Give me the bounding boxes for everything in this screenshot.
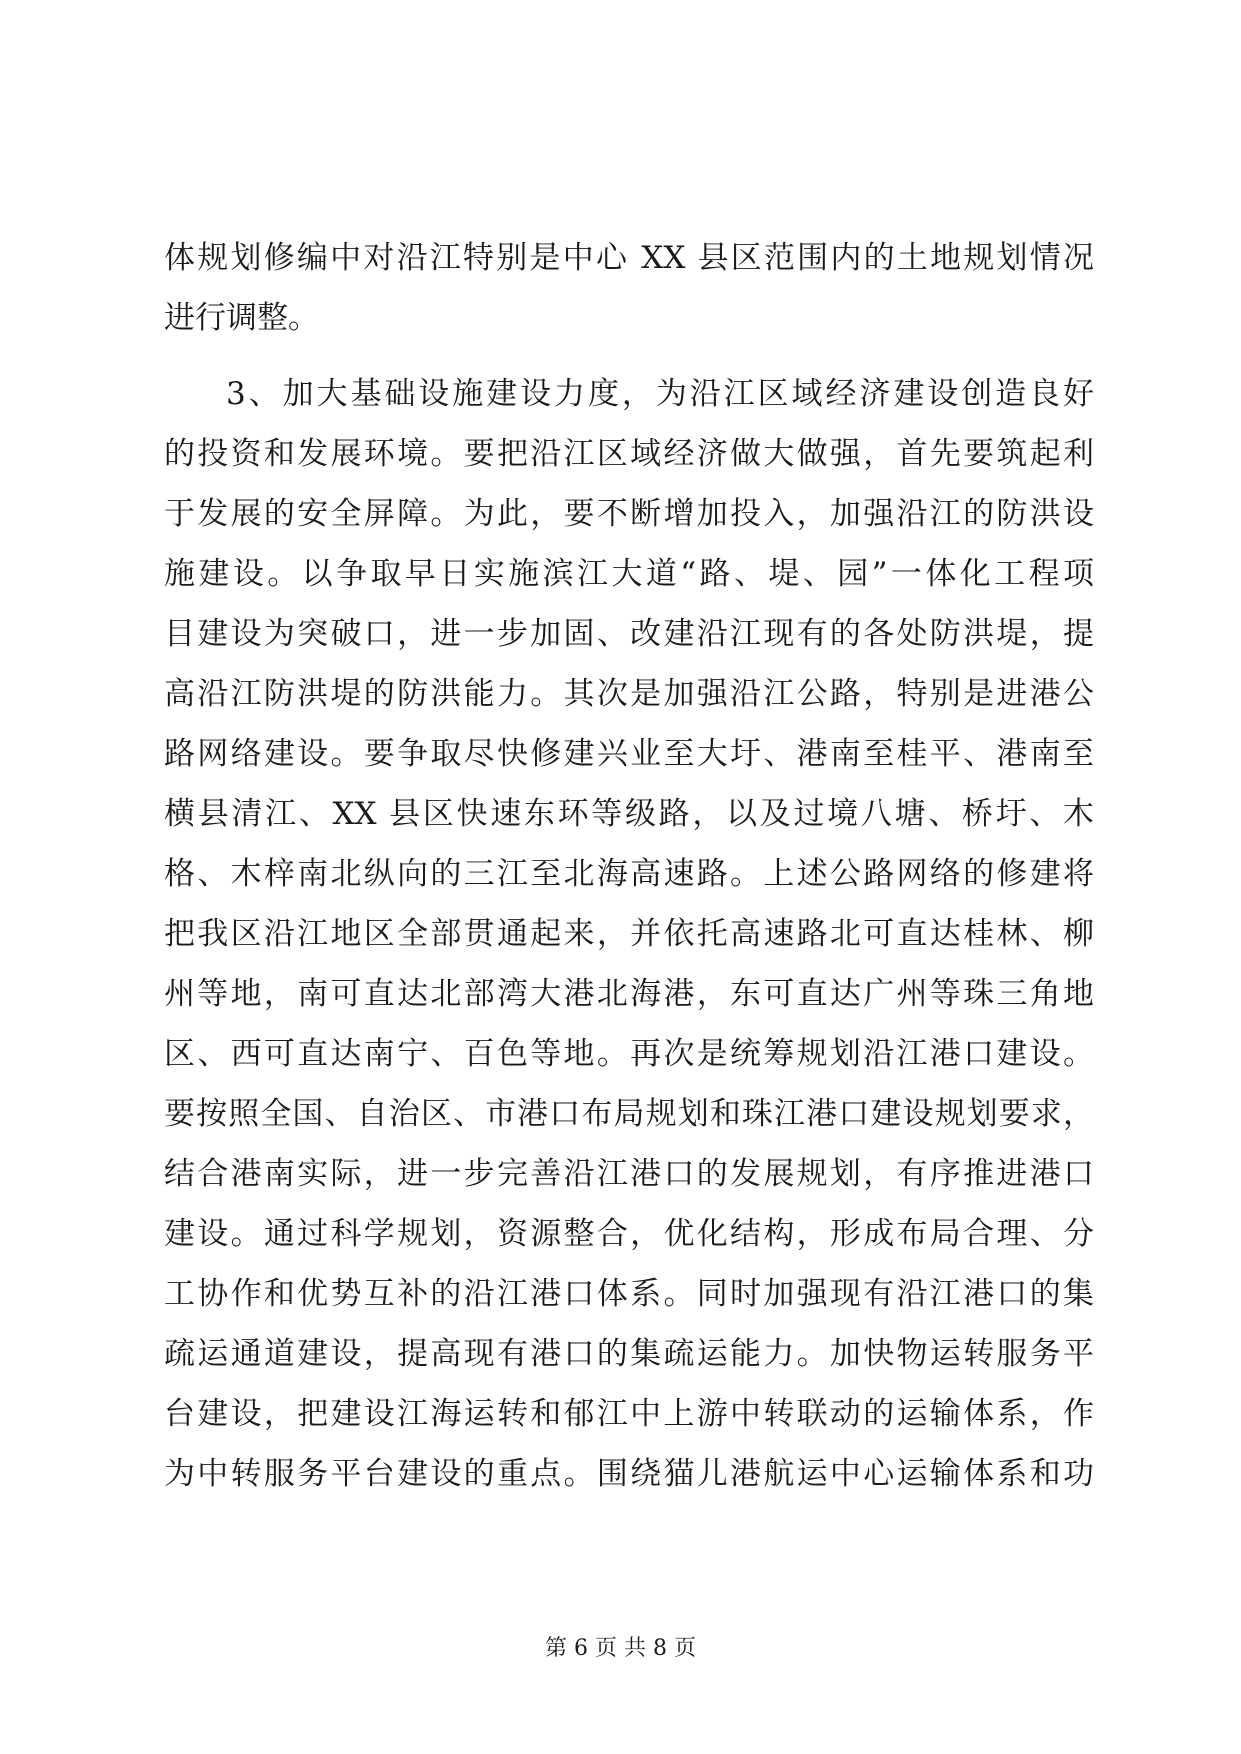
text-line: 于发展的安全屏障。为此，要不断增加投入，加强沿江的防洪设 [164, 496, 1094, 532]
text-line: 要按照全国、自治区、市港口布局规划和珠江港口建设规划要求， [164, 1096, 1094, 1132]
text-line: 台建设，把建设江海运转和郁江中上游中转联动的运输体系，作 [164, 1396, 1094, 1432]
text-line: 横县清江、XX 县区快速东环等级路，以及过境八塘、桥圩、木 [164, 796, 1094, 832]
text-line: 结合港南实际，进一步完善沿江港口的发展规划，有序推进港口 [164, 1156, 1094, 1192]
text-line: 路网络建设。要争取尽快修建兴业至大圩、港南至桂平、港南至 [164, 736, 1094, 772]
body-text [164, 228, 1094, 1504]
text-line: 州等地，南可直达北部湾大港北海港，东可直达广州等珠三角地 [164, 976, 1094, 1012]
paragraph-start-line: 3、加大基础设施建设力度，为沿江区域经济建设创造良好 [226, 376, 1094, 412]
text-line: 工协作和优势互补的沿江港口体系。同时加强现有沿江港口的集 [164, 1276, 1094, 1312]
text-line: 建设。通过科学规划，资源整合，优化结构，形成布局合理、分 [164, 1216, 1094, 1252]
text-line: 的投资和发展环境。要把沿江区域经济做大做强，首先要筑起利 [164, 436, 1094, 472]
text-line: 目建设为突破口，进一步加固、改建沿江现有的各处防洪堤，提 [164, 616, 1094, 652]
page-number-footer: 第 6 页 共 8 页 [545, 1636, 696, 1661]
text-line: 把我区沿江地区全部贯通起来，并依托高速路北可直达桂林、柳 [164, 916, 1094, 952]
text-line: 为中转服务平台建设的重点。围绕猫儿港航运中心运输体系和功 [164, 1456, 1094, 1492]
text-line: 疏运通道建设，提高现有港口的集疏运能力。加快物运转服务平 [164, 1336, 1094, 1372]
text-line: 体规划修编中对沿江特别是中心 XX 县区范围内的土地规划情况 [164, 240, 1094, 276]
text-line: 进行调整。 [164, 300, 319, 336]
text-line: 施建设。以争取早日实施滨江大道“路、堤、园”一体化工程项 [164, 556, 1094, 592]
text-line: 区、西可直达南宁、百色等地。再次是统筹规划沿江港口建设。 [164, 1036, 1094, 1072]
text-line: 高沿江防洪堤的防洪能力。其次是加强沿江公路，特别是进港公 [164, 676, 1094, 712]
text-line: 格、木梓南北纵向的三江至北海高速路。上述公路网络的修建将 [164, 856, 1094, 892]
